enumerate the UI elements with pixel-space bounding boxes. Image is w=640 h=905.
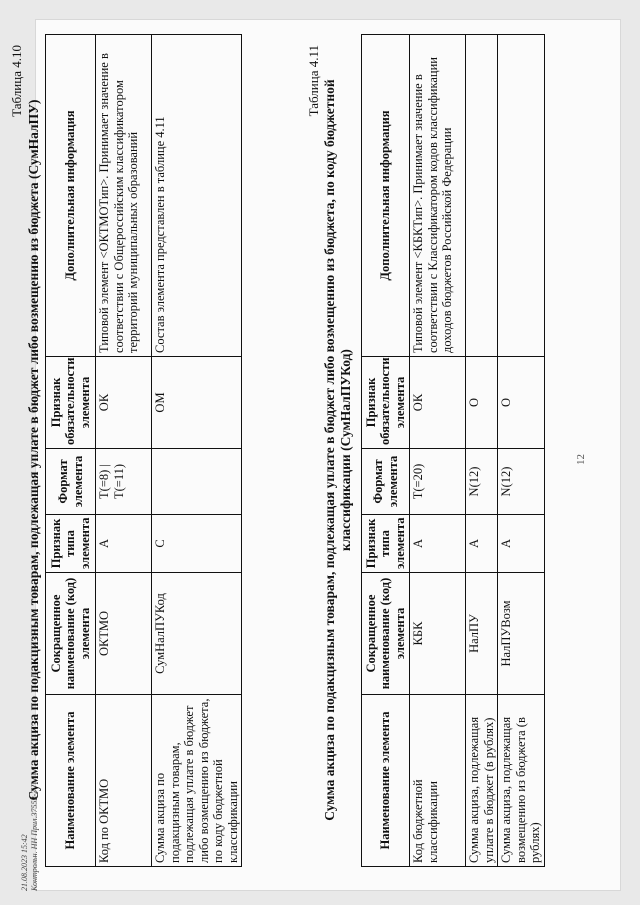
table2-header-cell: Сокращенное наименование (код) элемента [362,573,410,695]
table-cell: НалПУВозм [498,573,545,695]
table1-label: Таблица 4.10 [9,45,24,117]
table-cell: Типовой элемент <КБКТип>. Принимает значение в соответствии с Классификатором кодов классификации доходов бюджетов Российской Федерации [410,35,466,357]
table-cell: Сумма акциза, подлежащая возмещению из бюджета (в рублях) [498,695,545,867]
table1 [45,34,242,867]
table1-header-cell: Сокращенное наименование (код) элемента [46,573,96,695]
table-row [96,35,152,867]
table-cell: Типовой элемент <ОКТМОТип>. Принимает значение в соответствии с Общероссийским классификатором территорий муниципальных образований [96,35,152,357]
table2-title: Сумма акциза по подакцизным товарам, подлежащая уплате в бюджет либо возмещению из бюджета, по коду бюджетной классификации (СумНалПУКод) [322,79,353,821]
table-cell: А [466,515,498,573]
footer-stamp [20,761,40,891]
table-row [498,35,545,867]
table-cell [498,35,545,357]
table1-header-cell: Признак типа элемента [46,515,96,573]
table-cell: А [498,515,545,573]
table-cell: ОМ [152,357,242,449]
table2 [361,34,545,867]
table-cell: СумНалПУКод [152,573,242,695]
table1-header-row [46,35,96,867]
table-cell: О [466,357,498,449]
footer-reference: Контрольн. НН Прил.37552-3 [30,789,39,891]
table2-header-cell: Признак обязательности элемента [362,357,410,449]
table2-header-cell: Признак типа элемента [362,515,410,573]
table2-header-cell: Формат элемента [362,449,410,515]
table-cell: Сумма акциза, подлежащая уплате в бюджет (в рублях) [466,695,498,867]
table-cell: НалПУ [466,573,498,695]
table-row [410,35,466,867]
table1-header-cell: Формат элемента [46,449,96,515]
table-row [152,35,242,867]
footer-date: 21.08.2023 15:42 [20,834,29,891]
table1-header-cell: Дополнительная информация [46,35,96,357]
table1-title: Сумма акциза по подакцизным товарам, подлежащая уплате в бюджет либо возмещению из бюджета (СумНалПУ) [26,99,41,801]
table-row [466,35,498,867]
table-cell: T(=8) | T(=11) [96,449,152,515]
table-cell: ОК [410,357,466,449]
table2-header-cell: Дополнительная информация [362,35,410,357]
table-cell: Сумма акциза по подакцизным товарам, подлежащая уплате в бюджет либо возмещению из бюджета, по коду бюджетной классификации [152,695,242,867]
page-number: 12 [575,454,587,465]
table-cell: N(12) [466,449,498,515]
table-cell: ОК [96,357,152,449]
table-cell [152,449,242,515]
table-cell: T(=20) [410,449,466,515]
table1-header-cell: Наименование элемента [46,695,96,867]
table-cell: А [410,515,466,573]
table2-header-cell: Наименование элемента [362,695,410,867]
table-cell: С [152,515,242,573]
table2-header-row [362,35,410,867]
table1-header-cell: Признак обязательности элемента [46,357,96,449]
table-cell: ОКТМО [96,573,152,695]
table-cell: А [96,515,152,573]
table-cell: Код бюджетной классификации [410,695,466,867]
table2-label: Таблица 4.11 [306,45,321,117]
table-cell: Состав элемента представлен в таблице 4.11 [152,35,242,357]
table-cell: О [498,357,545,449]
table-cell: КБК [410,573,466,695]
table-cell: N(12) [498,449,545,515]
table-cell [466,35,498,357]
table-cell: Код по ОКТМО [96,695,152,867]
